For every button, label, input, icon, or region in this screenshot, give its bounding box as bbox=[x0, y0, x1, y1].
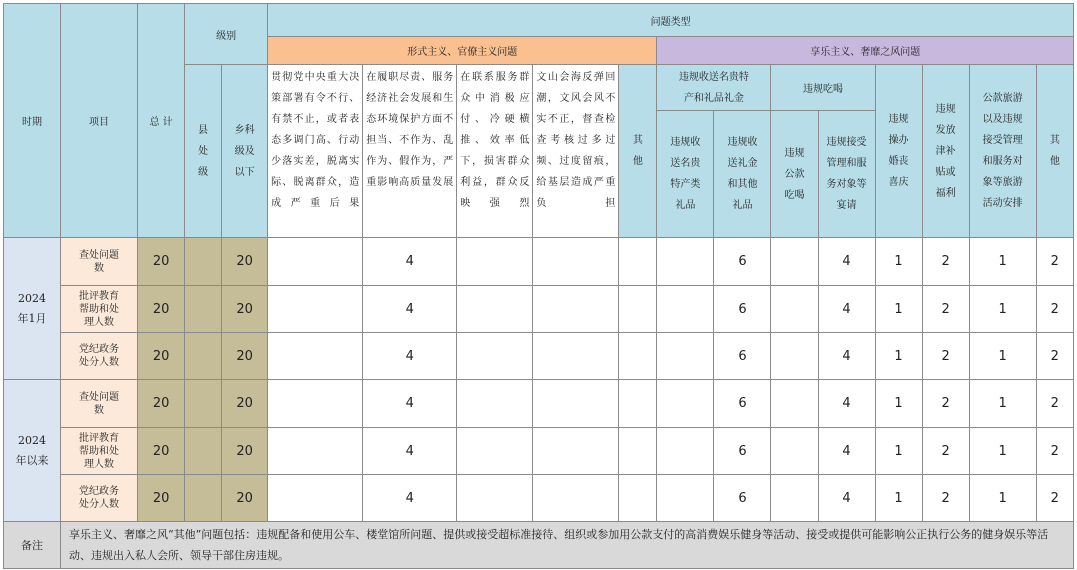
header-formalism-col-3: 在联系服务群众中消极应付、冷硬横推、效率低下，损害群众利益，群众反映强烈 bbox=[457, 65, 533, 238]
row-county bbox=[185, 475, 222, 522]
row-value-wedding: 1 bbox=[875, 428, 922, 475]
row-value-f1 bbox=[268, 238, 363, 286]
row-value-f4 bbox=[533, 333, 619, 380]
row-county bbox=[185, 286, 222, 333]
header-level-county: 县处级 bbox=[185, 65, 222, 238]
row-town: 20 bbox=[222, 380, 268, 428]
row-value-g2: 6 bbox=[714, 428, 771, 475]
row-value-d2: 4 bbox=[818, 333, 875, 380]
row-value-g1 bbox=[657, 475, 714, 522]
row-value-f5 bbox=[619, 333, 657, 380]
row-town: 20 bbox=[222, 428, 268, 475]
row-value-g1 bbox=[657, 238, 714, 286]
row-total: 20 bbox=[138, 428, 185, 475]
row-value-f1 bbox=[268, 475, 363, 522]
row-value-other: 2 bbox=[1036, 238, 1073, 286]
row-value-d2: 4 bbox=[818, 286, 875, 333]
table-row bbox=[4, 475, 1074, 522]
row-value-wedding: 1 bbox=[875, 286, 922, 333]
row-county bbox=[185, 380, 222, 428]
row-item-label: 党纪政务处分人数 bbox=[61, 333, 138, 380]
row-value-subsidy: 2 bbox=[922, 333, 969, 380]
row-value-g2: 6 bbox=[714, 380, 771, 428]
row-value-g1 bbox=[657, 380, 714, 428]
header-dining-col-2: 违规接受管理和服务对象等宴请 bbox=[818, 111, 875, 238]
row-value-g1 bbox=[657, 286, 714, 333]
row-total: 20 bbox=[138, 333, 185, 380]
row-value-g2: 6 bbox=[714, 475, 771, 522]
row-total: 20 bbox=[138, 238, 185, 286]
row-county bbox=[185, 333, 222, 380]
row-value-f2: 4 bbox=[363, 286, 457, 333]
row-value-f4 bbox=[533, 238, 619, 286]
period-label: 2024年1月 bbox=[4, 238, 61, 380]
row-value-subsidy: 2 bbox=[922, 286, 969, 333]
row-value-d1 bbox=[771, 286, 818, 333]
row-value-other: 2 bbox=[1036, 286, 1073, 333]
row-value-wedding: 1 bbox=[875, 380, 922, 428]
header-total: 总 计 bbox=[138, 4, 185, 238]
row-value-g2: 6 bbox=[714, 333, 771, 380]
row-value-d2: 4 bbox=[818, 475, 875, 522]
row-value-f5 bbox=[619, 238, 657, 286]
header-formalism-col-1: 贯彻党中央重大决策部署有令不行、有禁不止，或者表态多调门高、行动少落实差，脱离实际、脱离群众，造成严重后果 bbox=[268, 65, 363, 238]
row-value-f1 bbox=[268, 333, 363, 380]
header-hedonism-other: 其他 bbox=[1036, 65, 1073, 238]
row-item-label: 查处问题数 bbox=[61, 238, 138, 286]
header-subsidy: 违规发放津补贴或福利 bbox=[922, 65, 969, 238]
row-value-d2: 4 bbox=[818, 428, 875, 475]
period-label: 2024年以来 bbox=[4, 380, 61, 522]
header-formalism-col-4: 文山会海反弹回潮，文风会风不实不正，督查检查考核过多过频、过度留痕，给基层造成严重负担 bbox=[533, 65, 619, 238]
row-value-f3 bbox=[457, 238, 533, 286]
row-value-f4 bbox=[533, 286, 619, 333]
row-value-wedding: 1 bbox=[875, 238, 922, 286]
header-formalism: 形式主义、官僚主义问题 bbox=[268, 37, 657, 65]
row-value-wedding: 1 bbox=[875, 333, 922, 380]
row-value-d2: 4 bbox=[818, 380, 875, 428]
table-row bbox=[4, 238, 1074, 286]
row-value-other: 2 bbox=[1036, 380, 1073, 428]
header-formalism-col-2: 在履职尽责、服务经济社会发展和生态环境保护方面不担当、不作为、乱作为、假作为，严重影响高质量发展 bbox=[363, 65, 457, 238]
row-value-other: 2 bbox=[1036, 333, 1073, 380]
row-value-f2: 4 bbox=[363, 333, 457, 380]
row-value-g1 bbox=[657, 428, 714, 475]
row-value-other: 2 bbox=[1036, 475, 1073, 522]
header-travel: 公款旅游以及违规接受管理和服务对象等旅游活动安排 bbox=[969, 65, 1036, 238]
row-town: 20 bbox=[222, 286, 268, 333]
supervision-statistics-table bbox=[3, 3, 1074, 569]
row-value-subsidy: 2 bbox=[922, 238, 969, 286]
row-value-g2: 6 bbox=[714, 238, 771, 286]
row-value-subsidy: 2 bbox=[922, 380, 969, 428]
row-value-f2: 4 bbox=[363, 238, 457, 286]
row-total: 20 bbox=[138, 475, 185, 522]
header-dining-col-1: 违规公款吃喝 bbox=[771, 111, 818, 238]
row-value-f2: 4 bbox=[363, 428, 457, 475]
row-value-f1 bbox=[268, 428, 363, 475]
row-value-f3 bbox=[457, 380, 533, 428]
row-value-f3 bbox=[457, 475, 533, 522]
row-value-f4 bbox=[533, 475, 619, 522]
header-formalism-other: 其他 bbox=[619, 65, 657, 238]
row-value-f5 bbox=[619, 286, 657, 333]
row-value-travel: 1 bbox=[969, 475, 1036, 522]
row-value-f4 bbox=[533, 380, 619, 428]
row-value-d1 bbox=[771, 428, 818, 475]
note-label: 备注 bbox=[4, 522, 61, 569]
row-value-travel: 1 bbox=[969, 286, 1036, 333]
row-value-f2: 4 bbox=[363, 475, 457, 522]
row-county bbox=[185, 238, 222, 286]
row-value-f3 bbox=[457, 286, 533, 333]
row-value-g1 bbox=[657, 333, 714, 380]
header-gift-group: 违规收送名贵特产和礼品礼金 bbox=[657, 65, 771, 111]
row-value-g2: 6 bbox=[714, 286, 771, 333]
row-value-f5 bbox=[619, 475, 657, 522]
row-value-d1 bbox=[771, 333, 818, 380]
header-hedonism: 享乐主义、奢靡之风问题 bbox=[657, 37, 1074, 65]
row-value-f1 bbox=[268, 286, 363, 333]
row-town: 20 bbox=[222, 238, 268, 286]
row-item-label: 批评教育帮助和处理人数 bbox=[61, 286, 138, 333]
note-text: 享乐主义、奢靡之风“其他”问题包括：违规配备和使用公车、楼堂馆所问题、提供或接受超标准接待、组织或参加用公款支付的高消费娱乐健身等活动、接受或提供可能影响公正执行公务的健身娱乐等活动、违规出入私人会所、领导干部住房违规。 bbox=[61, 522, 1074, 569]
note-row bbox=[4, 522, 1074, 569]
row-item-label: 查处问题数 bbox=[61, 380, 138, 428]
row-value-f3 bbox=[457, 333, 533, 380]
row-value-travel: 1 bbox=[969, 428, 1036, 475]
row-value-d1 bbox=[771, 475, 818, 522]
row-value-travel: 1 bbox=[969, 380, 1036, 428]
row-value-subsidy: 2 bbox=[922, 428, 969, 475]
row-town: 20 bbox=[222, 475, 268, 522]
row-value-travel: 1 bbox=[969, 333, 1036, 380]
row-item-label: 批评教育帮助和处理人数 bbox=[61, 428, 138, 475]
header-gift-col-1: 违规收送名贵特产类礼品 bbox=[657, 111, 714, 238]
row-value-wedding: 1 bbox=[875, 475, 922, 522]
header-wedding: 违规操办婚丧喜庆 bbox=[875, 65, 922, 238]
header-level-town: 乡科级及以下 bbox=[222, 65, 268, 238]
header-gift-col-2: 违规收送礼金和其他礼品 bbox=[714, 111, 771, 238]
header-problem-types: 问题类型 bbox=[268, 4, 1074, 37]
row-value-f2: 4 bbox=[363, 380, 457, 428]
row-value-f5 bbox=[619, 380, 657, 428]
table-row bbox=[4, 333, 1074, 380]
row-value-f4 bbox=[533, 428, 619, 475]
header-period: 时期 bbox=[4, 4, 61, 238]
row-value-travel: 1 bbox=[969, 238, 1036, 286]
row-total: 20 bbox=[138, 380, 185, 428]
row-value-d1 bbox=[771, 380, 818, 428]
row-value-f1 bbox=[268, 380, 363, 428]
row-value-other: 2 bbox=[1036, 428, 1073, 475]
row-total: 20 bbox=[138, 286, 185, 333]
row-value-d2: 4 bbox=[818, 238, 875, 286]
table-row bbox=[4, 428, 1074, 475]
row-value-d1 bbox=[771, 238, 818, 286]
row-town: 20 bbox=[222, 333, 268, 380]
header-item: 项目 bbox=[61, 4, 138, 238]
row-value-subsidy: 2 bbox=[922, 475, 969, 522]
table-row bbox=[4, 286, 1074, 333]
header-dining-group: 违规吃喝 bbox=[771, 65, 875, 111]
row-item-label: 党纪政务处分人数 bbox=[61, 475, 138, 522]
row-county bbox=[185, 428, 222, 475]
table-row bbox=[4, 380, 1074, 428]
row-value-f5 bbox=[619, 428, 657, 475]
header-level: 级别 bbox=[185, 4, 268, 65]
row-value-f3 bbox=[457, 428, 533, 475]
